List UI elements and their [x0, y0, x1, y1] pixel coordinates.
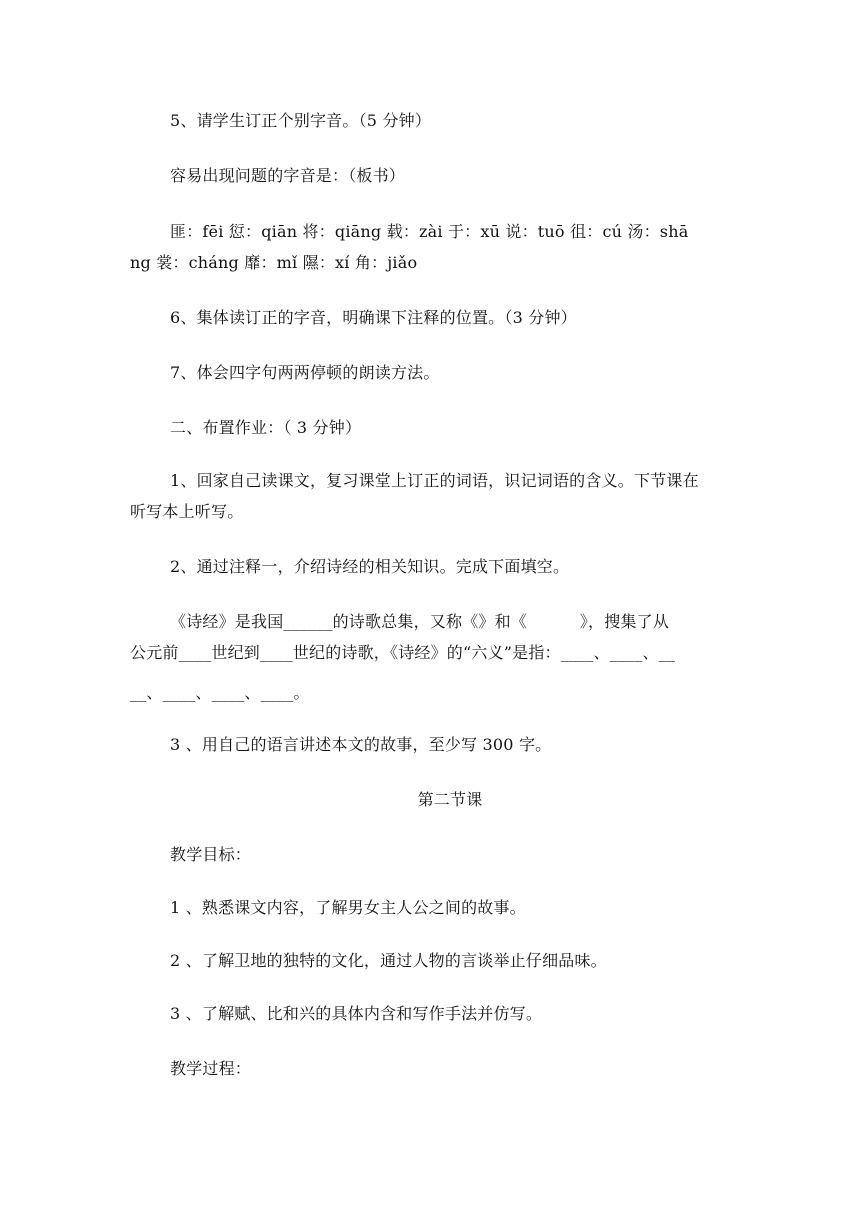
fill-blank-line-2: 公元前____世纪到____世纪的诗歌，《诗经》的“六义”是指：____、____、__	[130, 643, 676, 662]
paragraph-step-5: 5、请学生订正个别字音。（5 分钟）	[170, 111, 432, 130]
objective-item-1: 1 、熟悉课文内容，了解男女主人公之间的故事。	[170, 898, 526, 917]
homework-item-3: 3 、用自己的语言讲述本文的故事，至少写 300 字。	[170, 735, 552, 754]
process-heading: 教学过程：	[170, 1059, 252, 1078]
homework-item-1-line-2: 听写本上听写。	[130, 502, 244, 521]
pinyin-list-line-2: ng 裳：cháng 靡：mǐ 隰：xí 角：jiǎo	[130, 253, 418, 272]
homework-item-1-line-1: 1、回家自己读课文，复习课堂上订正的词语，识记词语的含义。下节课在	[170, 471, 699, 490]
objective-item-3: 3 、了解赋、比和兴的具体内含和写作手法并仿写。	[170, 1004, 543, 1023]
section-title: 第二节课	[417, 790, 483, 809]
pinyin-list-line-1: 匪：fēi 愆：qiān 将：qiāng 载：zài 于：xū 说：tuō 徂：cú 汤：shā	[170, 222, 689, 241]
homework-item-2: 2、通过注释一，介绍诗经的相关知识。完成下面填空。	[170, 557, 570, 576]
homework-heading: 二、布置作业：（ 3 分钟）	[170, 418, 362, 437]
paragraph-prone-pronunciations: 容易出现问题的字音是：（板书）	[170, 166, 406, 185]
paragraph-step-6: 6、集体读订正的字音，明确课下注释的位置。（3 分钟）	[170, 308, 577, 327]
objective-item-2: 2 、了解卫地的独特的文化，通过人物的言谈举止仔细品味。	[170, 951, 607, 970]
fill-blank-line-1: 《诗经》是我国______的诗歌总集，又称《》和《 》，搜集了从	[170, 612, 670, 631]
paragraph-step-7: 7、体会四字句两两停顿的朗读方法。	[170, 363, 440, 382]
objectives-heading: 教学目标：	[170, 845, 252, 864]
fill-blank-line-3: __、____、____、____。	[130, 683, 310, 702]
